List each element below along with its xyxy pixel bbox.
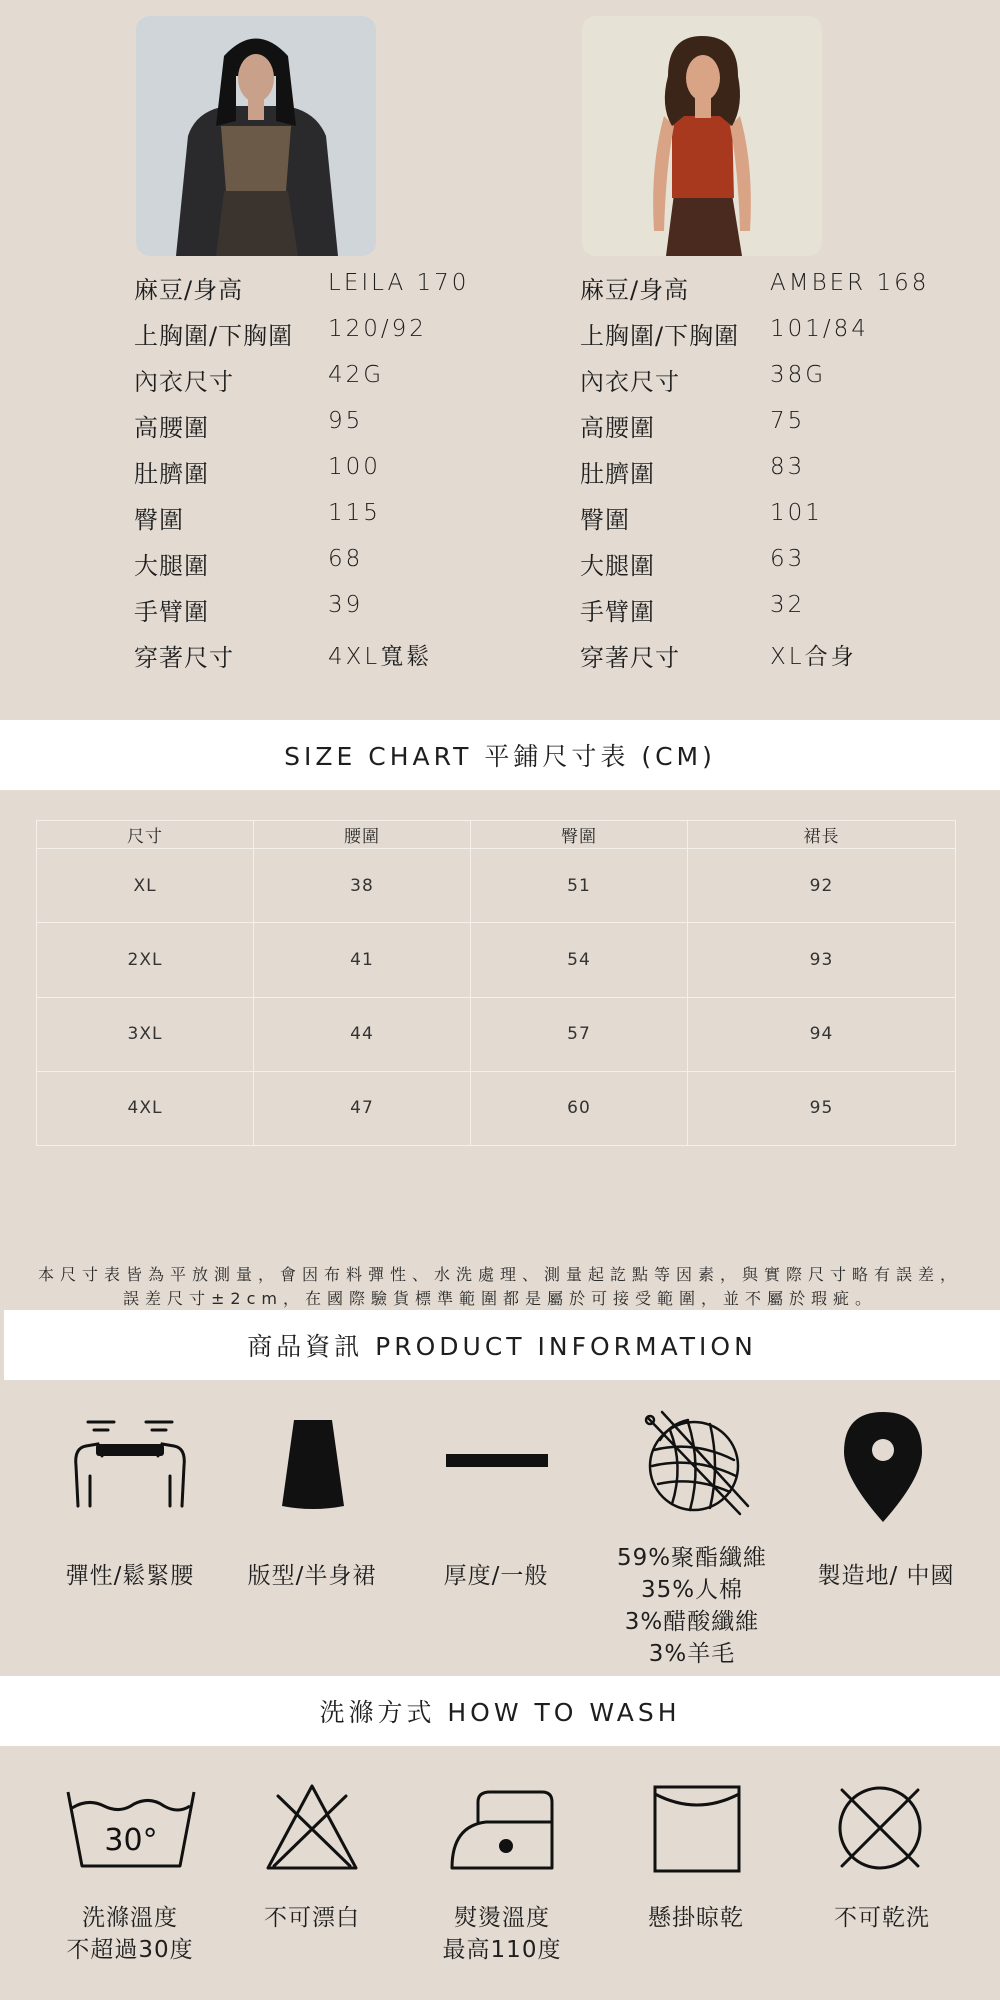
spec-value: 101 xyxy=(770,500,823,526)
table-cell: 60 xyxy=(471,1071,688,1145)
stretch-waist-icon xyxy=(68,1416,192,1508)
spec-label: 穿著尺寸 xyxy=(134,644,234,672)
table-cell: 54 xyxy=(471,923,688,997)
table-header-cell: 尺寸 xyxy=(37,821,254,849)
table-cell: 94 xyxy=(688,997,956,1071)
table-row xyxy=(37,997,956,1071)
product-info-title: 商品資訊 PRODUCT INFORMATION xyxy=(247,1332,757,1361)
product-caption-origin: 製造地/ 中國 xyxy=(817,1563,955,1589)
spec-value: 95 xyxy=(328,408,364,434)
wash-caption-hang: 懸掛晾乾 xyxy=(648,1905,744,1931)
spec-label: 大腿圍 xyxy=(580,552,655,580)
table-cell: 3XL xyxy=(37,997,254,1071)
spec-value: AMBER 168 xyxy=(770,270,930,296)
no-dry-clean-icon xyxy=(834,1782,926,1874)
location-pin-icon xyxy=(842,1410,924,1524)
table-header-cell: 腰圍 xyxy=(254,821,471,849)
table-row xyxy=(37,923,956,997)
size-table xyxy=(36,820,956,1146)
spec-value: 100 xyxy=(328,454,381,480)
spec-value: 83 xyxy=(770,454,806,480)
wash-caption-bleach: 不可漂白 xyxy=(264,1905,360,1931)
table-row xyxy=(37,1071,956,1145)
size-chart-title: SIZE CHART 平鋪尺寸表 (CM) xyxy=(284,742,716,771)
spec-label: 麻豆/身高 xyxy=(134,276,244,304)
wash-banner xyxy=(0,1676,1000,1746)
product-caption-thickness: 厚度/一般 xyxy=(443,1563,549,1589)
spec-value: LEILA 170 xyxy=(328,270,470,296)
table-cell: 95 xyxy=(688,1071,956,1145)
spec-label: 穿著尺寸 xyxy=(580,644,680,672)
table-cell: 92 xyxy=(688,849,956,923)
spec-label: 手臂圍 xyxy=(580,598,655,626)
spec-label: 上胸圍/下胸圍 xyxy=(580,322,740,350)
spec-label: 臀圍 xyxy=(134,506,184,534)
model-photo-amber xyxy=(582,16,822,256)
no-bleach-icon xyxy=(264,1782,360,1872)
spec-value: 4XL寬鬆 xyxy=(328,644,433,670)
product-caption-material-3: 3%醋酸纖維 xyxy=(624,1609,760,1635)
table-row xyxy=(37,849,956,923)
spec-value: 32 xyxy=(770,592,806,618)
spec-value: 68 xyxy=(328,546,364,572)
table-cell: 93 xyxy=(688,923,956,997)
wash-30-icon xyxy=(64,1786,198,1872)
spec-label: 上胸圍/下胸圍 xyxy=(134,322,294,350)
spec-label: 內衣尺寸 xyxy=(580,368,680,396)
wash-title: 洗滌方式 HOW TO WASH xyxy=(319,1698,681,1727)
wash-caption-temp-2: 不超過30度 xyxy=(66,1937,194,1963)
table-cell: 44 xyxy=(254,997,471,1071)
table-header-row xyxy=(37,821,956,849)
spec-value: 39 xyxy=(328,592,364,618)
spec-label: 肚臍圍 xyxy=(580,460,655,488)
spec-label: 大腿圍 xyxy=(134,552,209,580)
product-caption-material-2: 35%人棉 xyxy=(640,1577,744,1603)
table-cell: 4XL xyxy=(37,1071,254,1145)
spec-label: 臀圍 xyxy=(580,506,630,534)
hang-dry-icon xyxy=(652,1784,742,1874)
table-cell: 47 xyxy=(254,1071,471,1145)
product-info-banner xyxy=(4,1310,1000,1380)
wash-caption-iron-1: 熨燙溫度 xyxy=(454,1905,550,1931)
table-cell: 41 xyxy=(254,923,471,997)
product-caption-material-1: 59%聚酯纖維 xyxy=(616,1545,768,1571)
product-caption-elastic: 彈性/鬆緊腰 xyxy=(65,1563,195,1589)
spec-label: 高腰圍 xyxy=(580,414,655,442)
wash-caption-temp-1: 洗滌溫度 xyxy=(82,1905,178,1931)
yarn-ball-icon xyxy=(640,1410,752,1522)
iron-icon xyxy=(448,1786,558,1872)
product-caption-material-4: 3%羊毛 xyxy=(648,1641,736,1667)
table-cell: 38 xyxy=(254,849,471,923)
table-cell: XL xyxy=(37,849,254,923)
wash-caption-iron-2: 最高110度 xyxy=(442,1937,562,1963)
skirt-icon xyxy=(280,1418,346,1510)
table-cell: 57 xyxy=(471,997,688,1071)
spec-label: 高腰圍 xyxy=(134,414,209,442)
thickness-bar-icon xyxy=(446,1454,548,1468)
spec-label: 麻豆/身高 xyxy=(580,276,690,304)
table-cell: 51 xyxy=(471,849,688,923)
spec-value: 63 xyxy=(770,546,806,572)
size-chart-banner xyxy=(0,720,1000,790)
spec-value: 38G xyxy=(770,362,827,388)
size-note-line-2: 誤差尺寸±2cm，在國際驗貨標準範圍都是屬於可接受範圍，並不屬於瑕疵。 xyxy=(123,1289,877,1308)
spec-value: 120/92 xyxy=(328,316,427,342)
table-header-cell: 裙長 xyxy=(688,821,956,849)
spec-value: 42G xyxy=(328,362,385,388)
table-header-cell: 臀圍 xyxy=(471,821,688,849)
wash-caption-dryclean: 不可乾洗 xyxy=(834,1905,930,1931)
spec-value: 115 xyxy=(328,500,381,526)
wash-temp-label: 30° xyxy=(104,1823,158,1858)
table-cell: 2XL xyxy=(37,923,254,997)
spec-label: 內衣尺寸 xyxy=(134,368,234,396)
spec-value: 75 xyxy=(770,408,806,434)
model-photo-leila xyxy=(136,16,376,256)
spec-label: 肚臍圍 xyxy=(134,460,209,488)
product-caption-fit: 版型/半身裙 xyxy=(247,1563,377,1589)
size-note-line-1: 本尺寸表皆為平放測量，會因布料彈性、水洗處理、測量起訖點等因素，與實際尺寸略有誤差， xyxy=(37,1265,962,1284)
spec-label: 手臂圍 xyxy=(134,598,209,626)
spec-value: 101/84 xyxy=(770,316,869,342)
spec-value: XL合身 xyxy=(770,644,857,670)
